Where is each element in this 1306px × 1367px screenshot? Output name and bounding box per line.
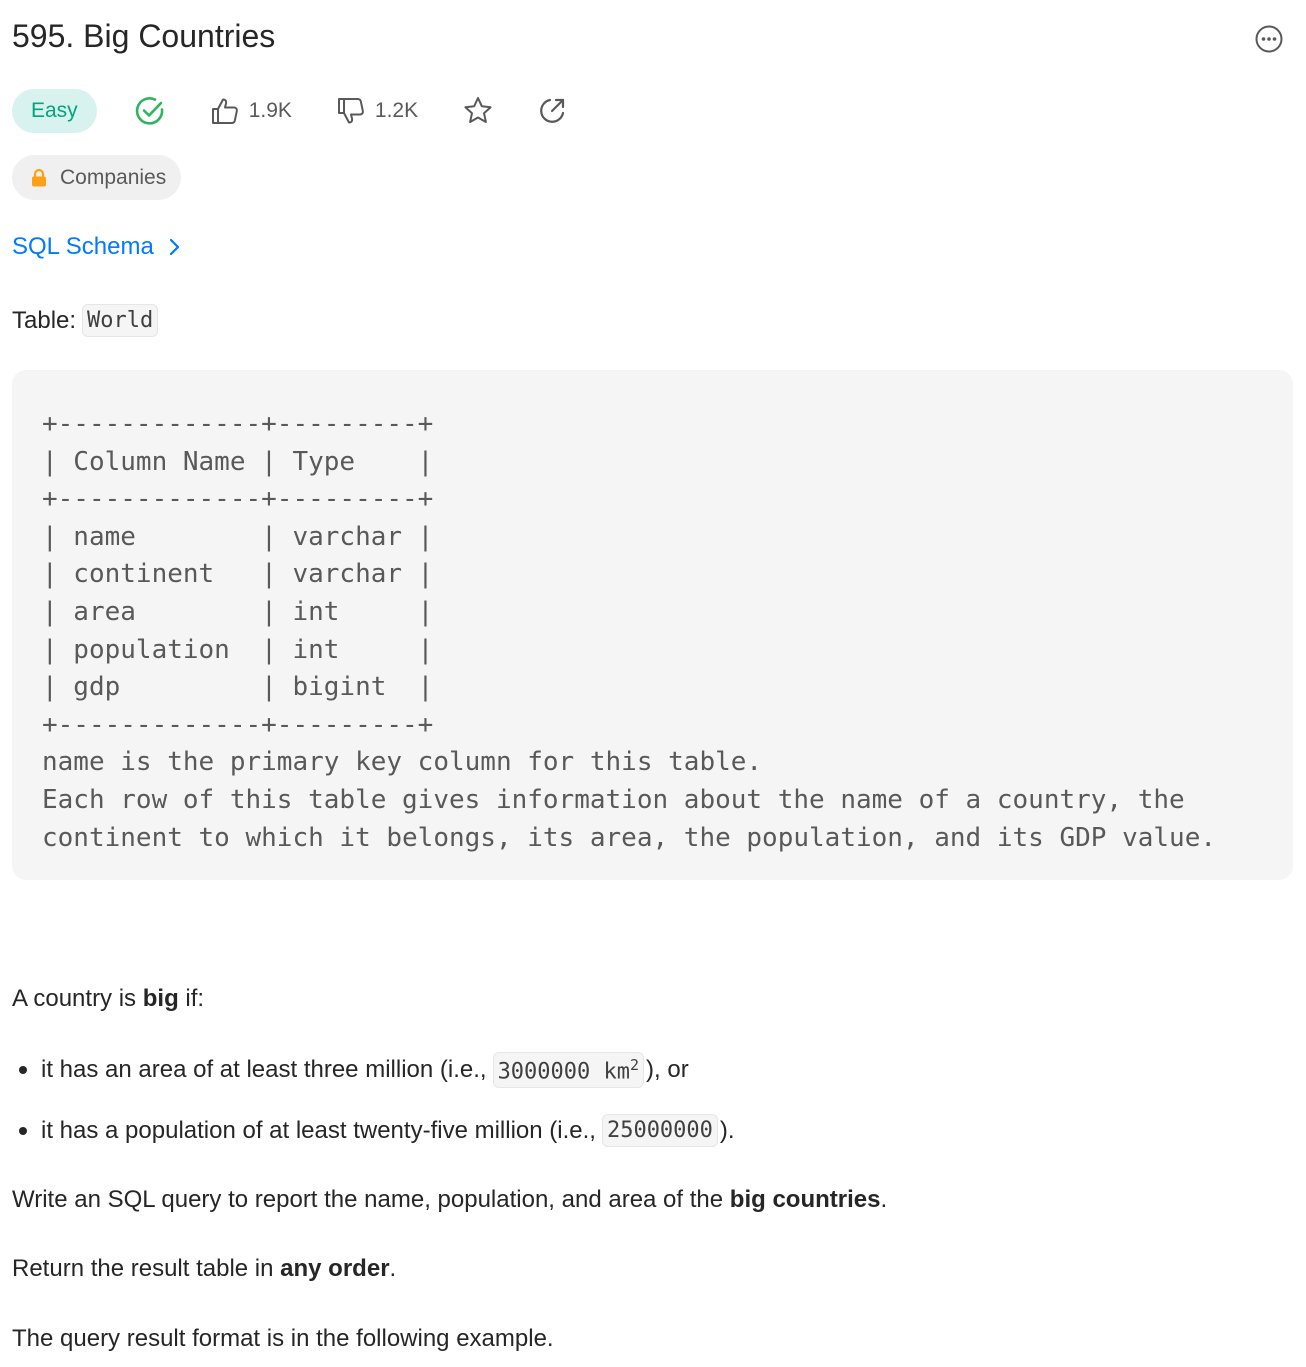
sql-schema-link[interactable] xyxy=(12,233,182,261)
table-intro xyxy=(12,304,158,337)
bullet1-suffix: ), or xyxy=(646,1056,689,1084)
chevron-right-icon xyxy=(168,237,182,257)
more-options-icon xyxy=(1255,25,1283,53)
like-count: 1.9K xyxy=(248,98,292,122)
solved-status xyxy=(134,95,166,127)
lock-icon xyxy=(30,168,48,188)
list-item-area xyxy=(12,1052,689,1088)
problem-title: 595. Big Countries xyxy=(12,18,276,54)
big-definition: A country is big if: xyxy=(12,985,205,1012)
table-label: Table: xyxy=(12,306,77,334)
sql-schema-label: SQL Schema xyxy=(12,233,154,260)
query-instruction: Write an SQL query to report the name, population, and area of the big countries. xyxy=(12,1186,888,1213)
problem-meta-row xyxy=(12,88,567,133)
schema-code-block xyxy=(12,370,1293,880)
population-threshold-code: 25000000 xyxy=(602,1114,718,1147)
star-icon xyxy=(462,95,494,127)
bullet2-text: it has a population of at least twenty-five million (i.e., xyxy=(41,1116,596,1144)
share-icon xyxy=(537,96,567,126)
bullet-dot xyxy=(19,1127,27,1135)
order-instruction: Return the result table in any order. xyxy=(12,1255,397,1282)
thumbs-up-icon xyxy=(210,96,240,126)
like-button[interactable] xyxy=(210,96,292,126)
dislike-button[interactable] xyxy=(336,96,418,126)
more-options-button[interactable] xyxy=(1255,25,1283,53)
schema-text: +-------------+---------+ | Column Name | Type | +-------------+---------+ | name | varchar | | continent | varchar | | area | int | | population | int | | gdp | bigint | +-------------+---------+ name is the primary key column for this table. Each row of this table gives information about the name of a country, the continent to which it belongs, its area, the population, and its GDP value. xyxy=(42,409,1216,853)
bullet2-suffix: ). xyxy=(719,1116,735,1144)
solved-check-icon xyxy=(134,95,166,127)
table-name-code: World xyxy=(82,304,158,337)
bullet-dot xyxy=(19,1066,27,1074)
dislike-count: 1.2K xyxy=(374,98,419,122)
companies-button[interactable] xyxy=(12,155,181,200)
area-threshold-code: 3000000 $km^2$ xyxy=(493,1052,644,1088)
companies-label: Companies xyxy=(60,165,167,189)
format-note: The query result format is in the following example. xyxy=(12,1325,554,1352)
favorite-button[interactable] xyxy=(462,95,494,127)
bullet1-text: it has an area of at least three million (i.e., xyxy=(41,1056,487,1084)
list-item-population xyxy=(12,1114,735,1147)
difficulty-badge: Easy xyxy=(12,89,97,133)
thumbs-down-icon xyxy=(336,96,366,126)
share-button[interactable] xyxy=(537,96,567,126)
